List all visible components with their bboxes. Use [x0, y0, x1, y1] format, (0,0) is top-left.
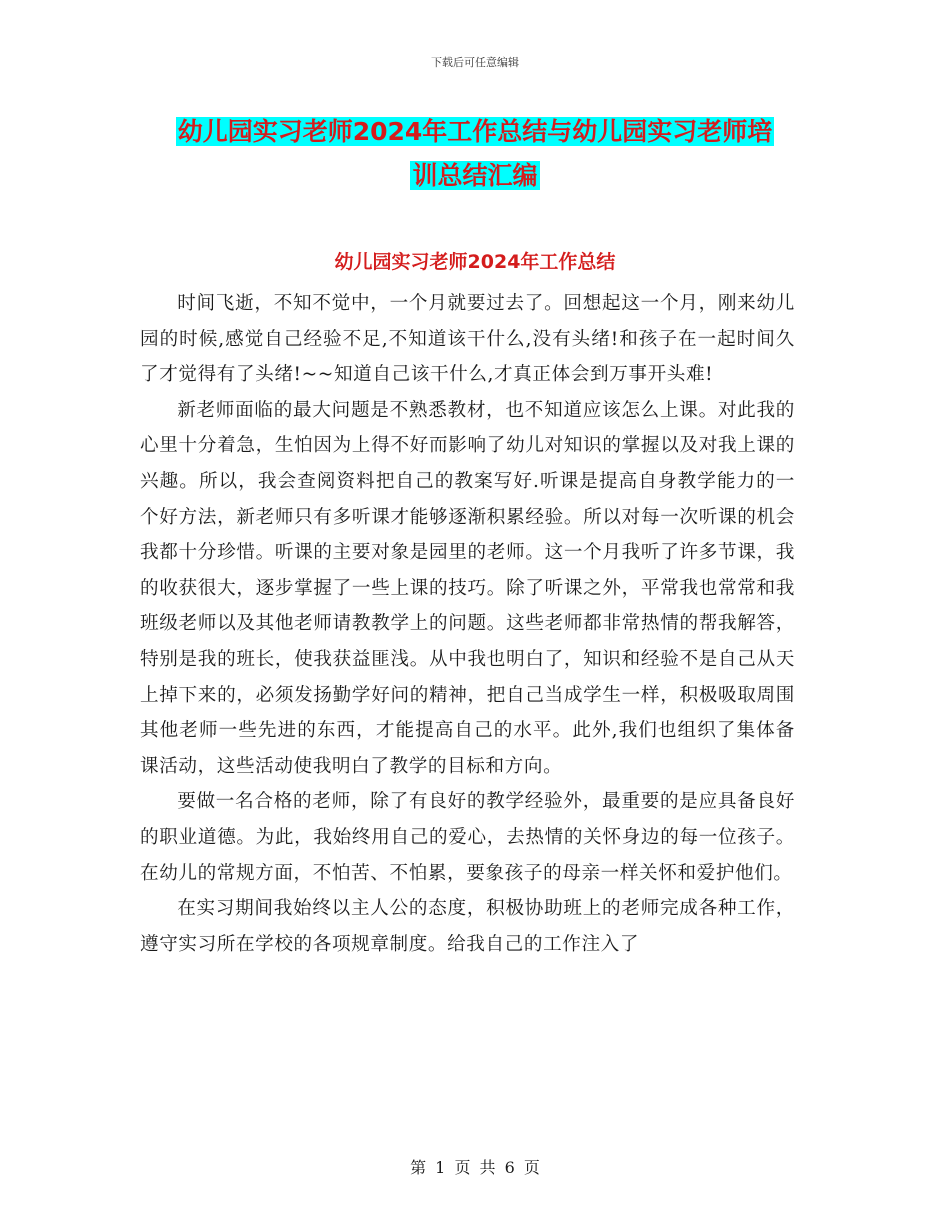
document-body [140, 286, 795, 962]
section-title: 幼儿园实习老师2024年工作总结 [334, 251, 616, 273]
paragraph: 新老师面临的最大问题是不熟悉教材，也不知道应该怎么上课。对此我的心里十分着急，生怕因为上得不好而影响了幼儿对知识的掌握以及对我上课的兴趣。所以，我会查阅资料把自己的教案写好.听课是提高自身教学能力的一个好方法，新老师只有多听课才能够逐渐积累经验。所以对每一次听课的机会我都十分珍惜。听课的主要对象是园里的老师。这一个月我听了许多节课，我的收获很大，逐步掌握了一些上课的技巧。除了听课之外，平常我也常常和我班级老师以及其他老师请教教学上的问题。这些老师都非常热情的帮我解答，特别是我的班长，使我获益匪浅。从中我也明白了，知识和经验不是自己从天上掉下来的，必须发扬勤学好问的精神，把自己当成学生一样，积极吸取周围其他老师一些先进的东西，才能提高自己的水平。此外,我们也组织了集体备课活动，这些活动使我明白了教学的目标和方向。 [140, 399, 795, 777]
document-title [140, 110, 810, 198]
paragraph: 时间飞逝，不知不觉中，一个月就要过去了。回想起这一个月，刚来幼儿园的时候,感觉自己经验不足,不知道该干什么,没有头绪!和孩子在一起时间久了才觉得有了头绪!~~知道自己该干什么,才真正体会到万事开头难! [140, 293, 795, 386]
document-title-line-2: 训总结汇编 [412, 161, 538, 190]
paragraph: 在实习期间我始终以主人公的态度，积极协助班上的老师完成各种工作，遵守实习所在学校的各项规章制度。给我自己的工作注入了 [140, 898, 795, 955]
page-number: 第 1 页 共 6 页 [410, 1158, 540, 1177]
document-title-line-1: 幼儿园实习老师2024年工作总结与幼儿园实习老师培 [177, 117, 773, 146]
paragraph: 要做一名合格的老师，除了有良好的教学经验外，最重要的是应具备良好的职业道德。为此，我始终用自己的爱心，去热情的关怀身边的每一位孩子。在幼儿的常规方面，不怕苦、不怕累，要象孩子的母亲一样关怀和爱护他们。 [140, 791, 795, 884]
page-header-note: 下载后可任意编辑 [431, 56, 519, 69]
